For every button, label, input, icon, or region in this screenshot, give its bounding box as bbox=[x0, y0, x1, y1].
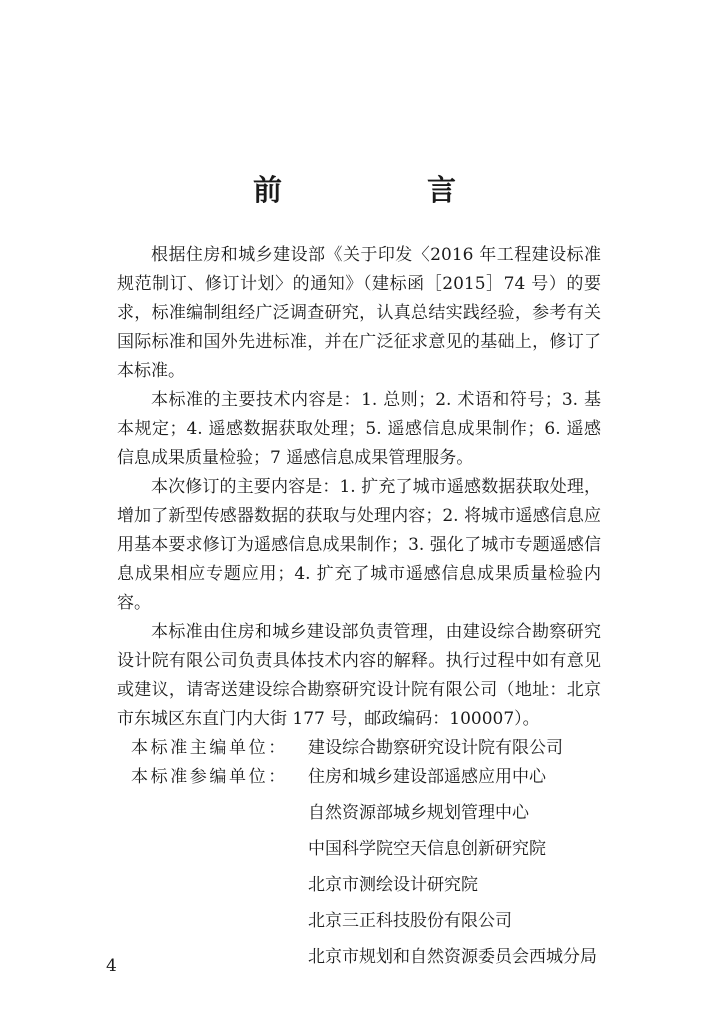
participating-unit: 住房和城乡建设部遥感应用中心 bbox=[308, 767, 546, 787]
page-title: 前 言 bbox=[252, 173, 514, 207]
page-number: 4 bbox=[106, 956, 117, 976]
chief-editor-label: 本标准主编单位： bbox=[131, 738, 288, 758]
participating-unit: 北京市测绘设计研究院 bbox=[308, 875, 478, 895]
participating-unit: 中国科学院空天信息创新研究院 bbox=[308, 839, 546, 859]
participating-unit: 北京市规划和自然资源委员会西城分局 bbox=[308, 947, 597, 967]
paragraph-revision-content: 本次修订的主要内容是：1. 扩充了城市遥感数据获取处理，增加了新型传感器数据的获取与处理内容；2. 将城市遥感信息应用基本要求修订为遥感信息成果制作；3. 强化了城市专题遥感信息成果相应专题应用；4. 扩充了城市遥感信息成果质量检验内容。 bbox=[117, 477, 601, 613]
paragraph-technical-content: 本标准的主要技术内容是：1. 总则；2. 术语和符号；3. 基本规定；4. 遥感数据获取处理；5. 遥感信息成果制作；6. 遥感信息成果质量检验；7 遥感信息成果管理服务。 bbox=[117, 390, 601, 468]
paragraph-management: 本标准由住房和城乡建设部负责管理，由建设综合勘察研究设计院有限公司负责具体技术内容的解释。执行过程中如有意见或建议，请寄送建设综合勘察研究设计院有限公司（地址：北京市东城区东直门内大街 177 号，邮政编码：100007）。 bbox=[117, 622, 601, 729]
participating-editor-label: 本标准参编单位： bbox=[131, 767, 288, 787]
participating-unit: 自然资源部城乡规划管理中心 bbox=[308, 803, 529, 823]
participating-unit: 北京三正科技股份有限公司 bbox=[308, 911, 512, 931]
participating-editor-row bbox=[117, 763, 601, 972]
participating-editor-list bbox=[308, 763, 601, 972]
paragraph-background: 根据住房和城乡建设部《关于印发〈2016 年工程建设标准规范制订、修订计划〉的通知》（建标函［2015］74 号）的要求，标准编制组经广泛调查研究，认真总结实践经验，参考有关国际标准和国外先进标准，并在广泛征求意见的基础上，修订了本标准。 bbox=[117, 245, 601, 381]
preface-body bbox=[117, 241, 601, 972]
chief-editor-list bbox=[308, 734, 601, 763]
chief-editor-row bbox=[117, 734, 601, 763]
editors-section bbox=[117, 734, 601, 972]
chief-editor-unit: 建设综合勘察研究设计院有限公司 bbox=[308, 738, 563, 758]
